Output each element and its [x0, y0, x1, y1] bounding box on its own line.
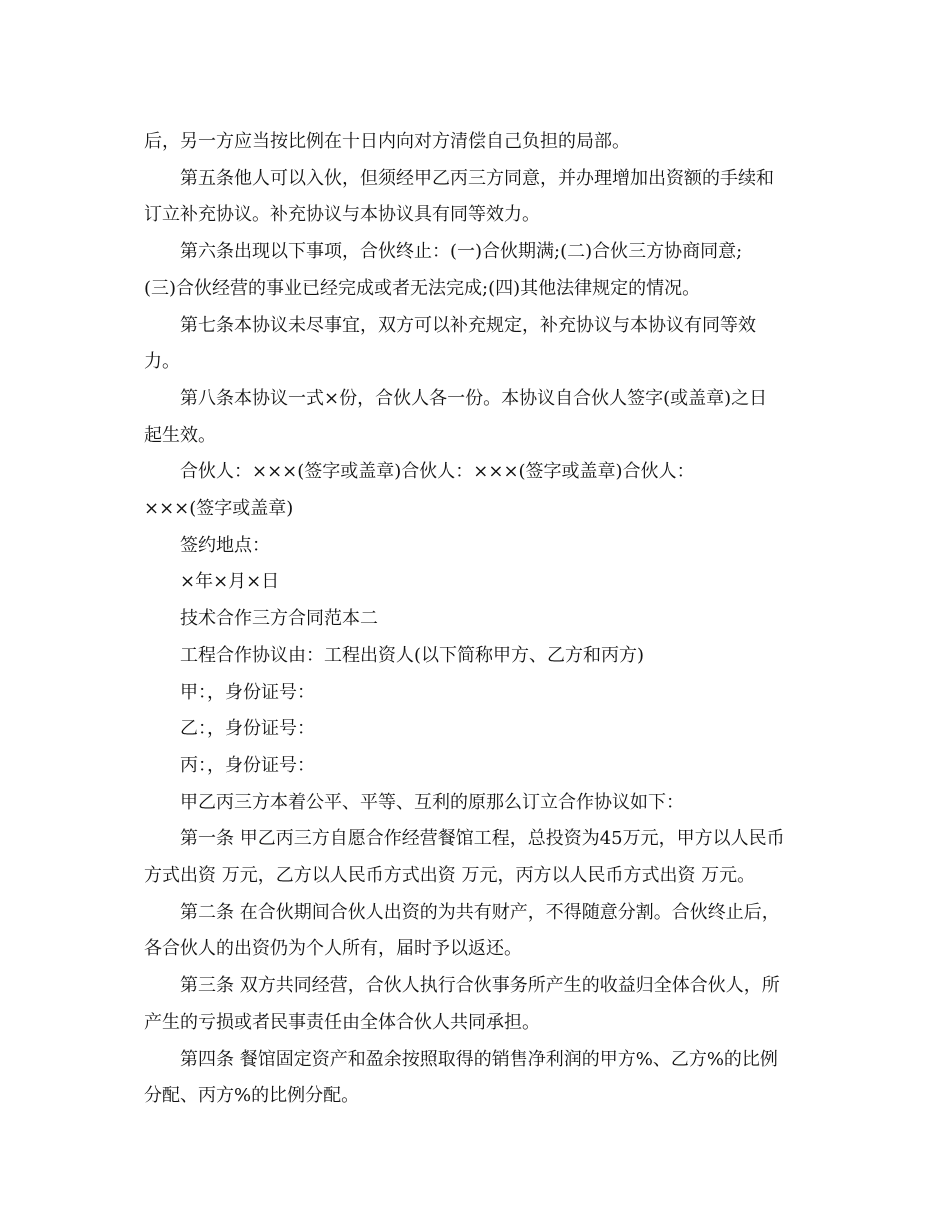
paragraph-article-1 — [144, 821, 808, 894]
section-title — [144, 601, 808, 638]
paragraph-clause-5 — [144, 161, 808, 234]
paragraph-intro — [144, 638, 808, 675]
paragraph-signing-date — [144, 564, 808, 601]
text-line: 工程合作协议由：工程出资人(以下简称甲方、乙方和丙方) — [180, 644, 645, 666]
text-line: 第六条出现以下事项，合伙终止：(一)合伙期满;(二)合伙三方协商同意; — [180, 241, 743, 263]
paragraph-clause-8 — [144, 381, 808, 454]
text-line: 第五条他人可以入伙，但须经甲乙丙三方同意，并办理增加出资额的手续和 — [180, 167, 774, 189]
paragraph-article-4 — [144, 1042, 808, 1115]
text-line: 后，另一方应当按比例在十日内向对方清偿自己负担的局部。 — [144, 131, 630, 152]
paragraph-article-3 — [144, 968, 808, 1041]
text-line: 产生的亏损或者民事责任由全体合伙人共同承担。 — [144, 1011, 540, 1033]
party-c-line — [144, 748, 808, 785]
party-a-line — [144, 675, 808, 712]
text-line: 第七条本协议未尽事宜，双方可以补充规定，补充协议与本协议有同等效 — [180, 314, 756, 336]
text-line: 分配、丙方%的比例分配。 — [144, 1085, 360, 1107]
text-line: 第一条 甲乙丙三方自愿合作经营餐馆工程，总投资为45万元，甲方以人民币 — [180, 828, 785, 850]
text-line: 甲乙丙三方本着公平、平等、互利的原那么订立合作协议如下： — [180, 791, 684, 813]
paragraph-partner-signatures — [144, 454, 808, 527]
party-b-line — [144, 711, 808, 748]
text-line: 第四条 餐馆固定资产和盈余按照取得的销售净利润的甲方%、乙方%的比例 — [180, 1048, 778, 1070]
text-line: 第二条 在合伙期间合伙人出资的为共有财产，不得随意分割。合伙终止后， — [180, 901, 780, 923]
text-line: 各合伙人的出资仍为个人所有，届时予以返还。 — [144, 938, 522, 960]
text-line: 订立补充协议。补充协议与本协议具有同等效力。 — [144, 204, 540, 226]
text-line: 甲：，身份证号： — [180, 681, 315, 703]
text-line: 起生效。 — [144, 424, 216, 446]
text-line: 方式出资 万元，乙方以人民币方式出资 万元，丙方以人民币方式出资 万元。 — [144, 865, 756, 887]
text-line: (三)合伙经营的事业已经完成或者无法完成;(四)其他法律规定的情况。 — [144, 277, 701, 299]
paragraph-article-2 — [144, 895, 808, 968]
paragraph-clause-4-tail — [144, 124, 808, 161]
text-line: ×××(签字或盖章) — [144, 498, 294, 520]
text-line: 力。 — [144, 351, 180, 373]
text-line: 签约地点： — [180, 534, 270, 556]
text-line: 技术合作三方合同范本二 — [180, 608, 378, 630]
paragraph-clause-7 — [144, 308, 808, 381]
document-body — [144, 124, 808, 1115]
text-line: 乙：，身份证号： — [180, 718, 315, 740]
text-line: 第三条 双方共同经营，合伙人执行合伙事务所产生的收益归全体合伙人，所 — [180, 975, 780, 997]
paragraph-signing-place — [144, 528, 808, 565]
text-line: ×年×月×日 — [180, 571, 280, 593]
text-line: 第八条本协议一式×份，合伙人各一份。本协议自合伙人签字(或盖章)之日 — [180, 387, 768, 409]
text-line: 丙：，身份证号： — [180, 754, 315, 776]
paragraph-principles — [144, 785, 808, 822]
paragraph-clause-6 — [144, 234, 808, 307]
text-line: 合伙人：×××(签字或盖章)合伙人：×××(签字或盖章)合伙人： — [180, 461, 695, 483]
